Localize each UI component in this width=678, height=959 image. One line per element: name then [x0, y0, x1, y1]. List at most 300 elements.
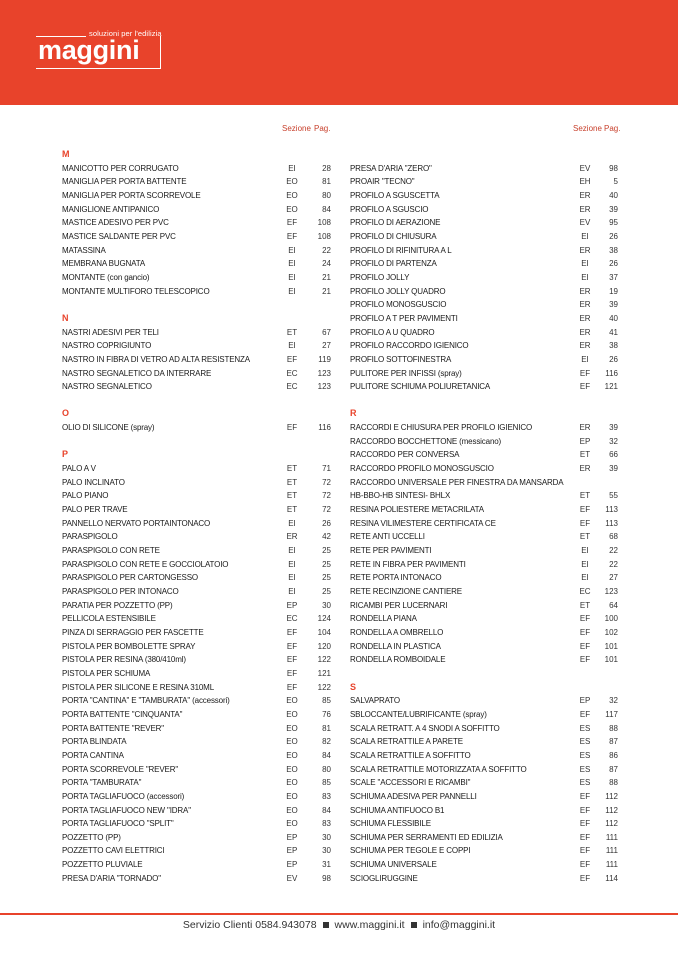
entry-page: 41 [609, 327, 618, 337]
entry-page: 113 [605, 518, 618, 528]
index-entry [62, 544, 332, 558]
entry-section: EF [579, 382, 591, 392]
index-entry [62, 708, 332, 722]
entry-name: PALO INCLINATO [62, 477, 125, 487]
entry-section: EO [286, 750, 298, 760]
entry-section: EC [286, 368, 298, 378]
section-spacer [62, 435, 332, 449]
header-pag: Pag. [314, 124, 331, 133]
index-entry [62, 558, 332, 572]
section-spacer [350, 148, 620, 162]
index-entry [62, 162, 332, 176]
entry-name: RONDELLA ROMBOIDALE [350, 655, 446, 665]
entry-section: EF [286, 682, 298, 692]
entry-page: 117 [605, 709, 618, 719]
entry-page: 25 [322, 559, 331, 569]
section-letter: N [62, 312, 69, 323]
entry-section: EF [579, 791, 591, 801]
index-entry [350, 189, 620, 203]
entry-page: 108 [317, 231, 331, 241]
entry-page: 22 [609, 546, 618, 556]
entry-section: EO [286, 190, 298, 200]
index-entry [350, 872, 620, 886]
entry-page: 81 [322, 177, 331, 187]
entry-section: EF [579, 860, 591, 870]
entry-section: ER [579, 245, 591, 255]
entry-name: POZZETTO CAVI ELETTRICI [62, 846, 165, 856]
index-entry [350, 216, 620, 230]
entry-page: 116 [318, 423, 331, 433]
index-entry [350, 448, 620, 462]
entry-page: 32 [609, 696, 618, 706]
entry-section: ES [579, 737, 591, 747]
entry-section: EI [581, 259, 589, 269]
entry-name: PISTOLA PER SCHIUMA [62, 668, 151, 678]
entry-section: EO [286, 177, 298, 187]
entry-page: 5 [613, 177, 618, 187]
entry-page: 121 [604, 382, 618, 392]
entry-page: 113 [605, 505, 618, 515]
index-entry [62, 844, 332, 858]
index-entry [62, 175, 332, 189]
index-entry [350, 517, 620, 531]
entry-page: 30 [322, 600, 331, 610]
index-entry [350, 585, 620, 599]
entry-name: PORTA "CANTINA" E "TAMBURATA" (accessori) [62, 696, 230, 706]
entry-section: EO [286, 737, 298, 747]
entry-section: EF [286, 218, 298, 228]
entry-name: PROFILO DI RIFINITURA A L [350, 245, 452, 255]
entry-page: 24 [322, 259, 331, 269]
entry-name: RACCORDO BOCCHETTONE (messicano) [350, 436, 502, 446]
entry-section: EI [288, 587, 296, 596]
index-entry [350, 530, 620, 544]
entry-page: 26 [322, 518, 331, 528]
entry-name: MEMBRANA BUGNATA [62, 259, 146, 269]
entry-name: PULITORE PER INFISSI (spray) [350, 368, 462, 378]
entry-name: SCHIUMA ADESIVA PER PANNELLI [350, 791, 477, 801]
section-letter: S [350, 681, 357, 692]
entry-page: 32 [609, 436, 618, 446]
entry-section: EV [579, 218, 591, 228]
entry-page: 26 [609, 231, 618, 241]
index-entry [62, 571, 332, 585]
entry-section: EO [286, 791, 298, 801]
entry-page: 86 [609, 750, 618, 760]
index-entry [62, 462, 332, 476]
entry-name: PROFILO SOTTOFINESTRA [350, 354, 452, 364]
entry-name: PROFILO JOLLY QUADRO [350, 286, 446, 296]
entry-name: MANIGLIA PER PORTA BATTENTE [62, 177, 187, 187]
entry-name: MANIGLIA PER PORTA SCORREVOLE [62, 190, 201, 200]
entry-name: PROFILO JOLLY [350, 272, 410, 282]
index-entry [350, 558, 620, 572]
index-entry [62, 872, 332, 886]
index-entry [62, 503, 332, 517]
index-entry [350, 653, 620, 667]
entry-page: 37 [609, 272, 618, 282]
entry-section: EC [286, 382, 298, 392]
entry-section: EF [579, 655, 591, 665]
entry-page: 121 [317, 668, 331, 678]
entry-name: PALO A V [62, 464, 96, 474]
index-entry [350, 380, 620, 394]
entry-name: MASTICE SALDANTE PER PVC [62, 231, 176, 241]
logo-tagline: soluzioni per l'edilizia [89, 29, 162, 38]
index-entry [62, 530, 332, 544]
index-entry [62, 694, 332, 708]
entry-section: EC [579, 587, 591, 596]
index-entry [350, 175, 620, 189]
entry-section: ET [286, 491, 298, 501]
entry-section: EO [286, 778, 298, 788]
entry-name: PISTOLA PER BOMBOLETTE SPRAY [62, 641, 196, 651]
entry-name: RETE RECINZIONE CANTIERE [350, 587, 462, 596]
entry-name: PRESA D'ARIA "ZERO" [350, 163, 432, 173]
entry-page: 55 [609, 491, 618, 501]
entry-name: PORTA TAGLIAFUOCO (accessori) [62, 791, 185, 801]
index-entry [62, 585, 332, 599]
index-entry [62, 189, 332, 203]
footer-website-link[interactable]: www.maggini.it [334, 919, 405, 931]
index-entry [62, 831, 332, 845]
entry-name: PARATIA PER POZZETTO (PP) [62, 600, 173, 610]
entry-name: RETE PER PAVIMENTI [350, 546, 432, 556]
entry-section: EP [286, 600, 298, 610]
column-header [350, 118, 620, 148]
entry-name: NASTRO IN FIBRA DI VETRO AD ALTA RESISTENZA [62, 354, 250, 364]
entry-name: MANICOTTO PER CORRUGATO [62, 163, 179, 173]
entry-page: 84 [322, 204, 331, 214]
entry-section: EI [581, 559, 589, 569]
entry-page: 85 [322, 696, 331, 706]
entry-section: ER [286, 532, 298, 542]
entry-page: 19 [609, 286, 618, 296]
index-entry [350, 735, 620, 749]
section-spacer [350, 394, 620, 408]
entry-name: SCALA RETRATTILE A SOFFITTO [350, 750, 471, 760]
index-entry [62, 653, 332, 667]
index-entry [350, 776, 620, 790]
index-list-left [62, 148, 332, 885]
index-entry [350, 831, 620, 845]
entry-page: 71 [322, 464, 331, 474]
entry-section: ER [579, 341, 591, 351]
entry-name: MASTICE ADESIVO PER PVC [62, 218, 169, 228]
entry-name: PULITORE SCHIUMA POLIURETANICA [350, 382, 491, 392]
entry-page: 111 [605, 846, 618, 856]
entry-name: PROFILO A SGUSCIO [350, 204, 429, 214]
index-column-right [350, 118, 620, 885]
entry-page: 83 [322, 791, 331, 801]
entry-section: EI [581, 231, 589, 241]
section-letter: O [62, 408, 70, 419]
index-entry [62, 517, 332, 531]
entry-page: 26 [609, 259, 618, 269]
entry-section: ES [579, 723, 591, 733]
entry-name: SCHIUMA PER SERRAMENTI ED EDILIZIA [350, 832, 503, 842]
index-entry [62, 285, 332, 299]
index-entry [62, 421, 332, 435]
index-entry [350, 476, 620, 490]
entry-name: RONDELLA PIANA [350, 614, 417, 624]
entry-name: PALO PER TRAVE [62, 505, 128, 515]
entry-section: EI [288, 518, 296, 528]
entry-page: 39 [609, 204, 618, 214]
entry-section: EF [579, 614, 591, 624]
entry-page: 123 [317, 382, 331, 392]
entry-page: 88 [609, 723, 618, 733]
entry-page: 72 [322, 477, 331, 487]
entry-page: 122 [317, 655, 331, 665]
entry-page: 85 [322, 778, 331, 788]
index-entry [62, 749, 332, 763]
entry-page: 31 [322, 860, 331, 870]
index-entry [62, 476, 332, 490]
entry-section: EI [288, 245, 296, 255]
index-entry [350, 230, 620, 244]
entry-section: EF [286, 655, 298, 665]
entry-name: SALVAPRATO [350, 696, 400, 706]
entry-section: EO [286, 204, 298, 214]
index-entry [62, 599, 332, 613]
entry-section: ET [579, 600, 591, 610]
entry-name: SCHIUMA PER TEGOLE E COPPI [350, 846, 471, 856]
index-entry [350, 285, 620, 299]
footer-email-link[interactable]: info@maggini.it [422, 919, 496, 931]
index-entry [350, 763, 620, 777]
entry-section: EF [579, 368, 591, 378]
entry-name: RESINA POLIESTERE METACRILATA [350, 505, 484, 515]
entry-page: 72 [322, 491, 331, 501]
entry-name: SCHIUMA FLESSIBILE [350, 819, 431, 829]
entry-name: HB-BBO-HB SINTESI- BHLX [350, 491, 451, 501]
header-sezione: Sezione [573, 124, 602, 133]
entry-name: POZZETTO PLUVIALE [62, 860, 143, 870]
entry-name: RICAMBI PER LUCERNARI [350, 600, 448, 610]
entry-name: PROFILO DI CHIUSURA [350, 231, 437, 241]
index-entry [62, 203, 332, 217]
entry-name: PINZA DI SERRAGGIO PER FASCETTE [62, 627, 204, 637]
section-spacer [62, 394, 332, 408]
entry-name: PORTA BATTENTE "CINQUANTA" [62, 709, 183, 719]
entry-name: RACCORDO PROFILO MONOSGUSCIO [350, 464, 494, 474]
index-entry [350, 244, 620, 258]
logo-wordmark: maggini [38, 35, 140, 65]
entry-page: 30 [322, 846, 331, 856]
index-entry [350, 749, 620, 763]
entry-page: 28 [322, 163, 331, 173]
index-entry [350, 421, 620, 435]
index-entry [62, 804, 332, 818]
entry-name: PORTA CANTINA [62, 750, 124, 760]
entry-page: 101 [604, 641, 618, 651]
entry-page: 66 [609, 450, 618, 460]
entry-page: 68 [609, 532, 618, 542]
entry-page: 101 [604, 655, 618, 665]
entry-section: EP [286, 860, 298, 870]
footer-service: Servizio Clienti 0584.943078 [182, 919, 317, 931]
entry-page: 120 [317, 641, 331, 651]
index-entry [350, 353, 620, 367]
index-entry [350, 612, 620, 626]
entry-page: 27 [609, 573, 618, 583]
entry-page: 112 [605, 819, 618, 829]
entry-section: EI [581, 272, 589, 282]
entry-section: ET [286, 477, 298, 487]
index-entry [62, 626, 332, 640]
entry-section: ET [579, 450, 591, 460]
entry-name: PORTA BATTENTE "REVER" [62, 723, 164, 733]
entry-name: PROFILO DI PARTENZA [350, 259, 437, 269]
index-entry [350, 435, 620, 449]
entry-section: ER [579, 327, 591, 337]
entry-page: 87 [609, 764, 618, 774]
entry-section: EF [286, 423, 298, 433]
footer [0, 919, 678, 931]
index-entry [62, 380, 332, 394]
index-entry [350, 503, 620, 517]
entry-name: PROFILO RACCORDO IGIENICO [350, 341, 469, 351]
entry-section: ET [286, 327, 298, 337]
index-entry [350, 271, 620, 285]
index-entry [62, 763, 332, 777]
entry-page: 98 [609, 163, 618, 173]
entry-section: EV [286, 873, 298, 883]
entry-page: 122 [317, 682, 331, 692]
entry-section: EI [581, 573, 589, 583]
index-entry [62, 244, 332, 258]
entry-name: RACCORDO PER CONVERSA [350, 450, 460, 460]
entry-section: EO [286, 709, 298, 719]
index-entry [62, 776, 332, 790]
entry-section: EF [286, 668, 298, 678]
entry-section: EF [286, 354, 298, 364]
entry-section: EI [288, 286, 296, 296]
entry-page: 112 [605, 805, 618, 815]
entry-page: 76 [322, 709, 331, 719]
index-entry [350, 626, 620, 640]
entry-name: RONDELLA A OMBRELLO [350, 627, 444, 637]
entry-page: 21 [322, 272, 331, 282]
index-entry [350, 694, 620, 708]
entry-section: EF [579, 873, 591, 883]
column-header [62, 118, 332, 148]
entry-page: 108 [317, 218, 331, 228]
entry-name: PISTOLA PER SILICONE E RESINA 310ML [62, 682, 215, 692]
entry-section: EF [579, 641, 591, 651]
entry-page: 123 [604, 587, 618, 596]
entry-section: ER [579, 464, 591, 474]
index-entry [350, 162, 620, 176]
entry-name: OLIO DI SILICONE (spray) [62, 423, 155, 433]
entry-page: 104 [317, 627, 331, 637]
index-entry [350, 339, 620, 353]
index-entry [62, 230, 332, 244]
index-entry [62, 858, 332, 872]
entry-page: 22 [322, 245, 331, 255]
bullet-square-icon [323, 922, 329, 928]
entry-section: EI [288, 341, 296, 351]
entry-section: EI [581, 354, 589, 364]
entry-name: RONDELLA IN PLASTICA [350, 641, 441, 651]
entry-section: EF [579, 832, 591, 842]
entry-page: 112 [605, 791, 618, 801]
index-entry [62, 339, 332, 353]
entry-section: ES [579, 778, 591, 788]
index-entry [350, 790, 620, 804]
entry-section: EF [286, 641, 298, 651]
index-entry [350, 489, 620, 503]
entry-page: 84 [322, 805, 331, 815]
entry-name: PARASPIGOLO CON RETE [62, 546, 160, 556]
index-entry [350, 312, 620, 326]
index-entry [62, 681, 332, 695]
entry-page: 39 [609, 300, 618, 310]
entry-name: RETE ANTI UCCELLI [350, 532, 425, 542]
index-entry [62, 612, 332, 626]
index-entry [62, 790, 332, 804]
entry-name: MATASSINA [62, 245, 106, 255]
entry-section: ER [579, 300, 591, 310]
entry-page: 83 [322, 819, 331, 829]
index-entry [350, 804, 620, 818]
footer-divider [0, 913, 678, 915]
entry-name: PORTA SCORREVOLE "REVER" [62, 764, 179, 774]
entry-page: 39 [609, 464, 618, 474]
entry-section: EF [579, 805, 591, 815]
section-letter: M [62, 149, 70, 159]
entry-page: 102 [604, 627, 618, 637]
entry-section: ER [579, 286, 591, 296]
entry-section: EI [288, 259, 296, 269]
entry-section: EP [286, 846, 298, 856]
entry-page: 67 [322, 327, 331, 337]
entry-page: 84 [322, 750, 331, 760]
entry-name: PROFILO A SGUSCETTA [350, 190, 440, 200]
entry-name: NASTRO SEGNALETICO [62, 382, 152, 392]
entry-section: EO [286, 696, 298, 706]
entry-section: EI [581, 546, 589, 556]
entry-section: ER [579, 204, 591, 214]
index-entry [62, 353, 332, 367]
entry-name: NASTRI ADESIVI PER TELI [62, 327, 159, 337]
entry-page: 25 [322, 587, 331, 596]
entry-page: 42 [322, 532, 331, 542]
index-entry [350, 298, 620, 312]
index-entry [350, 844, 620, 858]
entry-name: PARASPIGOLO PER INTONACO [62, 587, 179, 596]
entry-page: 39 [609, 423, 618, 433]
index-entry [350, 817, 620, 831]
entry-name: MONTANTE (con gancio) [62, 272, 150, 282]
index-entry [350, 858, 620, 872]
entry-section: EV [579, 163, 591, 173]
entry-name: NASTRO SEGNALETICO DA INTERRARE [62, 368, 212, 378]
entry-section: EF [579, 846, 591, 856]
entry-page: 116 [605, 368, 618, 378]
entry-page: 22 [609, 559, 618, 569]
index-entry [350, 708, 620, 722]
entry-section: EI [288, 272, 296, 282]
entry-page: 72 [322, 505, 331, 515]
entry-page: 30 [322, 832, 331, 842]
index-entry [350, 326, 620, 340]
index-entry [62, 257, 332, 271]
entry-page: 82 [322, 737, 331, 747]
index-entry [62, 735, 332, 749]
entry-page: 119 [318, 354, 331, 364]
